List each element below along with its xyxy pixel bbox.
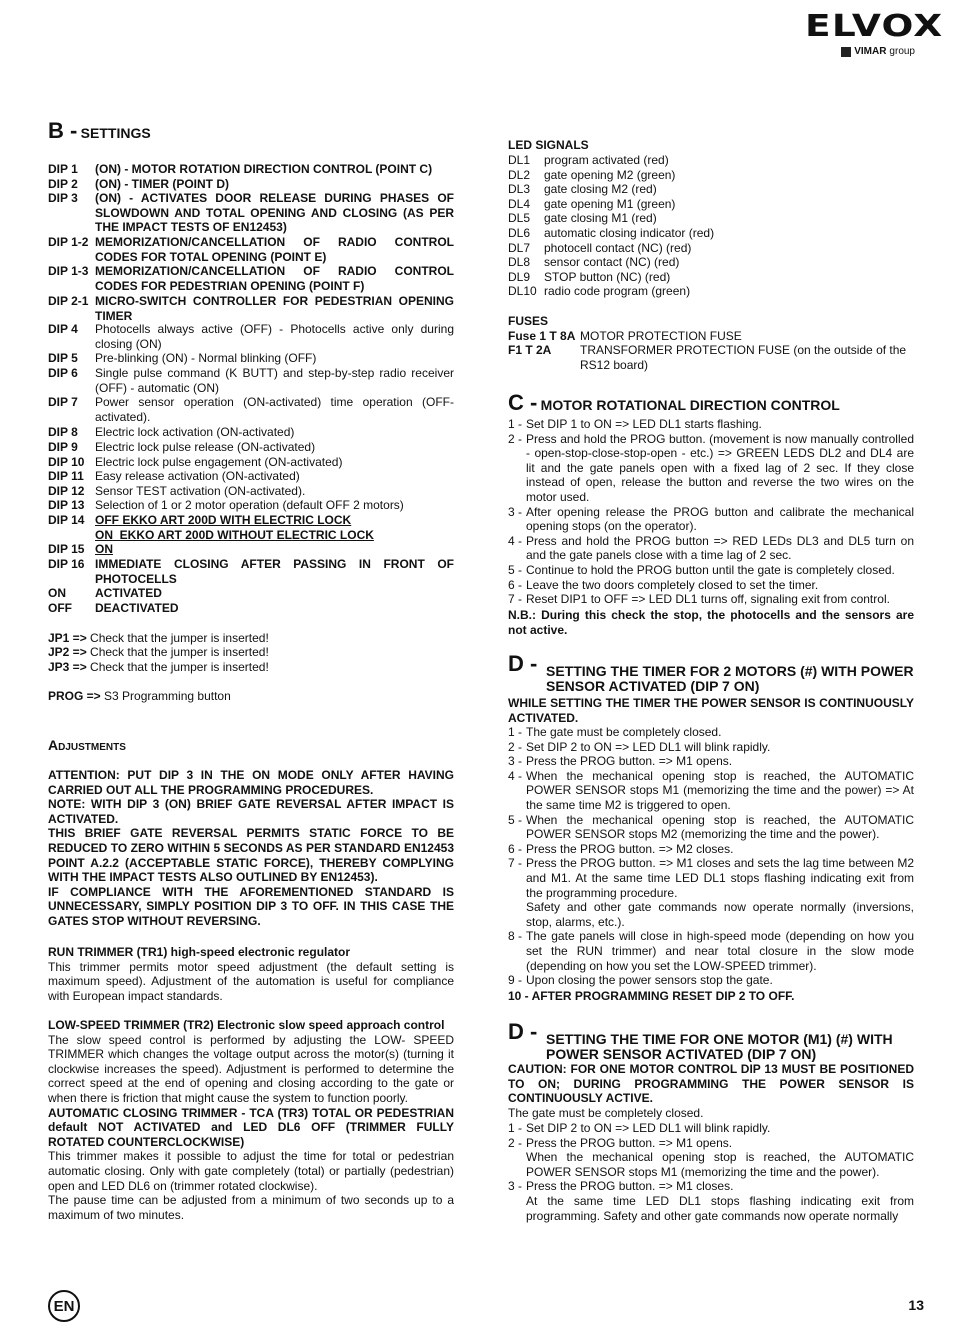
dip-value: IMMEDIATE CLOSING AFTER PASSING IN FRONT OF PHOTOCELLS <box>95 557 454 586</box>
step-text: Set DIP 2 to ON => LED DL1 will blink rapidly. <box>526 739 771 754</box>
step-text: Set DIP 2 to ON => LED DL1 will blink rapidly. <box>526 1121 771 1135</box>
run-trimmer-title: RUN TRIMMER (TR1) high-speed electronic regulator <box>48 945 351 959</box>
step-text: Press the PROG button. => M2 closes. <box>526 841 734 856</box>
step-item <box>508 842 914 857</box>
dip-key: DIP 6 <box>48 366 78 380</box>
compliance-text: IF COMPLIANCE WITH THE AFOREMENTIONED STANDARD IS UNNECESSARY, SIMPLY POSITION DIP 3 TO OFF. IN THIS CASE THE GATES STOP WITHOUT REVERSING. <box>48 884 454 928</box>
step-item <box>508 505 914 534</box>
dip-key: DIP 9 <box>48 440 78 454</box>
dip-value: Electric lock pulse release (ON-activated) <box>95 440 316 454</box>
dip-row <box>48 395 454 424</box>
dip-key: DIP 1-2 <box>48 235 89 249</box>
step-item <box>508 856 914 900</box>
dip-value: (ON) - MOTOR ROTATION DIRECTION CONTROL (POINT C) <box>95 162 433 176</box>
prog-key: PROG => <box>48 689 101 703</box>
dip-value: Pre-blinking (ON) - Normal blinking (OFF) <box>95 351 317 365</box>
led-key: DL8 <box>508 255 531 270</box>
fuses-title: FUSES <box>508 314 549 328</box>
step-number: 6 - <box>508 841 523 856</box>
fuse-2 <box>508 343 914 372</box>
led-row <box>508 153 669 168</box>
step-text: Reset DIP1 to OFF => LED DL1 turns off, signaling exit from control. <box>526 592 890 607</box>
section-c-heading <box>508 390 840 415</box>
adjustments-heading: Adjustments <box>48 737 126 753</box>
led-row <box>508 197 675 212</box>
step-text: Press the PROG button. => M1 closes. <box>526 1179 734 1194</box>
led-key: DL4 <box>508 196 531 211</box>
dip-value: Photocells always active (OFF) - Photocells active only during closing (ON) <box>95 322 454 351</box>
led-row <box>508 270 670 285</box>
jumper-row <box>48 645 269 660</box>
dip-row <box>48 484 454 499</box>
dip-row <box>48 351 454 366</box>
dip-key: DIP 3 <box>48 191 78 205</box>
dip-row <box>48 440 454 455</box>
led-key: DL5 <box>508 211 531 226</box>
led-value: gate opening M1 (green) <box>544 196 676 211</box>
dip-row <box>48 366 454 395</box>
dip-value: OFF EKKO ART 200D WITH ELECTRIC LOCK <box>95 513 352 527</box>
attention-text: ATTENTION: PUT DIP 3 IN THE ON MODE ONLY AFTER HAVING CARRIED OUT ALL THE PROGRAMMING PROCEDURES. <box>48 768 454 797</box>
step-number: 5 - <box>508 812 523 827</box>
dip-value: (ON) - ACTIVATES DOOR RELEASE DURING PHASES OF SLOWDOWN AND TOTAL OPENING AND CLOSING (AS PER THE IMPACT TESTS OF EN12453) <box>95 191 454 235</box>
led-key: DL2 <box>508 167 531 182</box>
run-trimmer-text: This trimmer permits motor speed adjustment (the default setting is maximum speed). Adjustment of the automation is useful for compliance with European impact standards. <box>48 959 454 1003</box>
led-row <box>508 182 657 197</box>
step-text: Continue to hold the PROG button until the gate is completely closed. <box>526 562 895 577</box>
dip-row <box>48 294 454 323</box>
jumper-key: JP3 => <box>48 660 87 674</box>
step-text: Press and hold the PROG button => RED LEDs DL3 and DL5 turn on and the gate panels close with a time lag of 2 sec. <box>526 533 914 563</box>
dip-key: DIP 1 <box>48 162 78 176</box>
dip-key: DIP 5 <box>48 351 78 365</box>
step-number: 1 - <box>508 1121 523 1135</box>
section-d1-steps <box>508 725 914 988</box>
step-item <box>508 754 914 769</box>
led-row <box>508 168 675 183</box>
step-number: 3 - <box>508 754 523 769</box>
section-c-title: MOTOR ROTATIONAL DIRECTION CONTROL <box>540 397 840 413</box>
dip-row <box>48 586 454 601</box>
step-number: 1 - <box>508 725 523 739</box>
led-value: sensor contact (NC) (red) <box>544 255 680 270</box>
dip-row <box>48 469 454 484</box>
prog-value: S3 Programming button <box>100 689 231 703</box>
dip-key: DIP 14 <box>48 513 85 527</box>
dip-key: DIP 2-1 <box>48 294 89 308</box>
led-key: DL10 <box>508 284 537 299</box>
led-value: gate closing M1 (red) <box>544 211 657 226</box>
jumper-value: Check that the jumper is inserted! <box>86 631 269 645</box>
led-key: DL7 <box>508 240 531 255</box>
step-text: Safety and other gate commands now operate normally (inversions, stop, alarms, etc.). <box>526 900 914 929</box>
dip-key: ON <box>48 586 66 600</box>
dip-row <box>48 235 454 264</box>
step-number: 8 - <box>508 929 523 944</box>
fuse-1-key: Fuse 1 T 8A <box>508 329 576 343</box>
section-d2-title: SETTING THE TIME FOR ONE MOTOR (M1) (#) WITH POWER SENSOR ACTIVATED (DIP 7 ON) <box>546 1031 893 1062</box>
step-number: 3 - <box>508 504 523 519</box>
dip-key: DIP 16 <box>48 557 85 571</box>
brief-reversal-text: THIS BRIEF GATE REVERSAL PERMITS STATIC FORCE TO BE REDUCED TO ZERO WITHIN 5 SECONDS AS PER STANDARD EN12453 POINT A.2.2 (ACCEPTABLE STATIC FORCE), THEREBY COMPLYING WITH THE IMPACT TESTS ALSO OUTLINED BY EN12453). <box>48 826 454 885</box>
led-signals-title: LED SIGNALS <box>508 138 589 152</box>
step-number: 3 - <box>508 1179 523 1194</box>
step-number: 9 - <box>508 973 523 988</box>
led-value: automatic closing indicator (red) <box>544 226 715 240</box>
dip-row <box>48 162 454 177</box>
step-number: 2 - <box>508 1135 523 1150</box>
section-d2-prefix: D - <box>508 1019 538 1044</box>
settings-title: SETTINGS <box>80 125 151 141</box>
pause-time-text: The pause time can be adjusted from a minimum of two seconds up to a maximum of two minutes. <box>48 1193 454 1222</box>
step-number: 6 - <box>508 577 523 592</box>
brand-logo <box>805 9 944 57</box>
dip-value: Single pulse command (K BUTT) and step-by-step radio receiver (OFF) - automatic (ON) <box>95 366 454 395</box>
section-d1-title: SETTING THE TIMER FOR 2 MOTORS (#) WITH POWER SENSOR ACTIVATED (DIP 7 ON) <box>546 663 914 694</box>
led-row <box>508 255 679 270</box>
step-number: 2 - <box>508 431 523 446</box>
section-c-nb: N.B.: During this check the stop, the photocells and the sensors are not active. <box>508 608 914 637</box>
section-d1-prefix: D - <box>508 651 538 676</box>
step-text: The gate must be completely closed. <box>526 725 722 739</box>
logo-subline <box>805 46 915 57</box>
section-d1-warning: WHILE SETTING THE TIMER THE POWER SENSOR IS CONTINUOUSLY ACTIVATED. <box>508 696 914 725</box>
step-text: Press the PROG button. => M1 opens. <box>526 754 733 769</box>
dip-key: DIP 15 <box>48 542 85 556</box>
dip-value: ACTIVATED <box>95 586 162 600</box>
step-number: 4 - <box>508 533 523 548</box>
step-number <box>508 900 526 929</box>
dip-value: MEMORIZATION/CANCELLATION OF RADIO CONTROL CODES FOR PEDESTRIAN OPENING (POINT F) <box>95 264 454 293</box>
led-value: radio code program (green) <box>544 284 691 299</box>
dip-value: Electric lock activation (ON-activated) <box>95 425 295 439</box>
run-trimmer-block <box>48 945 454 1003</box>
led-key: DL6 <box>508 226 531 240</box>
led-row <box>508 211 657 226</box>
step-item <box>508 813 914 842</box>
step-number: 5 - <box>508 562 523 577</box>
led-row <box>508 284 690 299</box>
jumper-value: Check that the jumper is inserted! <box>86 660 269 674</box>
section-c-prefix: C - <box>508 390 538 415</box>
step-text: Leave the two doors completely closed to set the timer. <box>526 577 819 592</box>
step-text: Press the PROG button. => M1 opens. <box>526 1135 733 1150</box>
led-key: DL3 <box>508 182 531 197</box>
dip-value: DEACTIVATED <box>95 601 179 615</box>
step-text: Upon closing the power sensors stop the gate. <box>526 973 773 988</box>
step-item <box>508 929 914 973</box>
led-value: STOP button (NC) (red) <box>544 269 671 284</box>
dip-key: OFF <box>48 601 72 615</box>
step-text: When the mechanical opening stop is reached, the AUTOMATIC POWER SENSOR stops M1 (memorizing the time and the power). <box>526 1150 914 1179</box>
step-number <box>508 1194 526 1223</box>
dip-value: ON EKKO ART 200D WITHOUT ELECTRIC LOCK <box>95 528 374 542</box>
led-value: gate closing M2 (red) <box>544 182 657 197</box>
low-speed-trimmer-block <box>48 1018 454 1222</box>
dip-value: Selection of 1 or 2 motor operation (default OFF 2 motors) <box>95 498 404 512</box>
step-item <box>508 1150 914 1179</box>
section-d2-heading <box>508 1019 914 1062</box>
dip-key: DIP 1-3 <box>48 264 89 278</box>
dip-key: DIP 7 <box>48 395 78 409</box>
dip-value: Easy release activation (ON-activated) <box>95 469 300 483</box>
logo-group: group <box>889 46 915 57</box>
fuse-2-value: TRANSFORMER PROTECTION FUSE (on the outside of the RS12 board) <box>580 343 907 372</box>
dip-key: DIP 11 <box>48 469 84 483</box>
dip-key: DIP 13 <box>48 498 85 512</box>
section-d1-heading <box>508 651 914 694</box>
step-item <box>508 578 914 593</box>
step-item <box>508 534 914 563</box>
dip-value: (ON) - TIMER (POINT D) <box>95 177 229 191</box>
language-badge: EN <box>48 1290 80 1322</box>
dip-row <box>48 191 454 235</box>
section-c-steps <box>508 417 914 607</box>
jumper-value: Check that the jumper is inserted! <box>86 645 269 659</box>
step-item <box>508 1136 914 1151</box>
section-d2-steps <box>508 1121 914 1223</box>
step-text: Press the PROG button. => M1 closes and sets the lag time between M2 and M1. At the same time LED DL1 stops flashing indicating exit from the programming procedure. <box>526 856 914 900</box>
jumper-row <box>48 660 269 675</box>
led-key: DL9 <box>508 269 531 284</box>
step-item <box>508 1121 914 1136</box>
step-text: After opening release the PROG button and calibrate the mechanical opening stops (on the operator). <box>526 504 914 534</box>
low-speed-text: The slow speed control is performed by adjusting the LOW- SPEED TRIMMER which changes the voltage output across the motor(s) (turning it clockwise increases the speed). Adjustment is performed to determine the correct speed at the end of opening and closing according to the gate or when there is friction that might cause the system to function poorly. <box>48 1032 454 1105</box>
fuse-1 <box>508 329 914 344</box>
step-item <box>508 725 914 740</box>
step-number <box>508 1150 526 1179</box>
step-number: 1 - <box>508 417 523 431</box>
led-row <box>508 241 691 256</box>
step-text: When the mechanical opening stop is reached, the AUTOMATIC POWER SENSOR stops M2 (memorizing the time and the power). <box>526 812 914 842</box>
dip-value: ON <box>95 542 113 556</box>
prog-line <box>48 689 454 704</box>
dip-row <box>48 557 454 586</box>
step-text: When the mechanical opening stop is reached, the AUTOMATIC POWER SENSOR stops M1 (memorizing the time and the power) => At the same time M2 is triggered to open. <box>526 768 914 812</box>
step-text: Press and hold the PROG button. (movement is now manually controlled - open-stop-close-stop-open - etc.) => GREEN LEDS DL2 and DL4 are lit and the gate panels open with a fixed lag of 2 sec. If they close instead of open, release the button and reverse the two wires on the motor used. <box>526 431 914 504</box>
step-item <box>508 1179 914 1194</box>
dip-value: MICRO-SWITCH CONTROLLER FOR PEDESTRIAN OPENING TIMER <box>95 294 454 323</box>
auto-closing-text: This trimmer makes it possible to adjust the time for total or pedestrian automatic closing. Only with gate completely (total) or partially (pedestrian) open and LED DL6 on (trimmer rotated clockwise). <box>48 1149 454 1193</box>
jumper-key: JP1 => <box>48 631 87 645</box>
fuse-1-value: MOTOR PROTECTION FUSE <box>580 329 742 343</box>
step-item <box>508 973 914 988</box>
dip-row <box>48 601 454 616</box>
section-d2-intro: The gate must be completely closed. <box>508 1106 704 1120</box>
dip-row <box>48 528 454 543</box>
step-item <box>508 900 914 929</box>
step-item <box>508 740 914 755</box>
dip-row <box>48 455 454 470</box>
dip-row <box>48 498 454 513</box>
logo-wordmark: ELVOX <box>805 9 944 44</box>
step-text: At the same time LED DL1 stops flashing indicating exit from programming. Safety and other gate commands now operate normally <box>526 1193 914 1223</box>
dip-value: Power sensor operation (ON-activated) time operation (OFF-activated). <box>95 395 454 424</box>
dip-key: DIP 8 <box>48 425 78 439</box>
auto-closing-title: AUTOMATIC CLOSING TRIMMER - TCA (TR3) TOTAL OR PEDESTRIAN default NOT ACTIVATED and LED DL6 OFF (TRIMMER FULLY ROTATED COUNTERCLOCKWISE) <box>48 1105 454 1149</box>
step-number: 4 - <box>508 768 523 783</box>
dip-row <box>48 513 454 528</box>
section-d1-final: 10 - AFTER PROGRAMMING RESET DIP 2 TO OFF. <box>508 989 795 1003</box>
led-key: DL1 <box>508 153 531 167</box>
step-item <box>508 1194 914 1223</box>
jumper-key: JP2 => <box>48 645 87 659</box>
dip-row <box>48 425 454 440</box>
dip-key: DIP 4 <box>48 322 78 336</box>
led-value: photocell contact (NC) (red) <box>544 240 692 255</box>
settings-prefix: B - <box>48 118 78 143</box>
vimar-square-icon <box>841 47 851 57</box>
dip-value: Sensor TEST activation (ON-activated). <box>95 484 306 498</box>
note-text: NOTE: WITH DIP 3 (ON) BRIEF GATE REVERSAL AFTER IMPACT IS ACTIVATED. <box>48 797 454 826</box>
dip-row <box>48 322 454 351</box>
step-text: Set DIP 1 to ON => LED DL1 starts flashing. <box>526 417 762 431</box>
settings-heading <box>48 118 151 143</box>
step-number: 2 - <box>508 739 523 754</box>
dip-key: DIP 10 <box>48 455 85 469</box>
dip-value: MEMORIZATION/CANCELLATION OF RADIO CONTROL CODES FOR TOTAL OPENING (POINT E) <box>95 235 454 264</box>
led-value: gate opening M2 (green) <box>544 167 676 182</box>
led-row <box>508 226 714 241</box>
low-speed-title: LOW-SPEED TRIMMER (TR2) Electronic slow speed approach control <box>48 1018 445 1032</box>
step-item <box>508 769 914 813</box>
step-text: The gate panels will close in high-speed mode (depending on how you set the RUN trimmer) and near total closure in the slow mode (depending on how you set the LOW-SPEED trimmer). <box>526 929 914 973</box>
dip-row <box>48 264 454 293</box>
adjustments-warnings <box>48 768 454 929</box>
dip-row <box>48 542 454 557</box>
dip-key: DIP 12 <box>48 484 85 498</box>
dip-value: Electric lock pulse engagement (ON-activated) <box>95 455 343 469</box>
step-item <box>508 432 914 505</box>
step-item <box>508 592 914 607</box>
page-number: 13 <box>908 1297 924 1313</box>
step-item <box>508 417 914 432</box>
step-number: 7 - <box>508 856 523 871</box>
step-number: 7 - <box>508 592 523 607</box>
step-item <box>508 563 914 578</box>
jumper-row <box>48 631 269 646</box>
dip-row <box>48 177 454 192</box>
section-d2-caution: CAUTION: FOR ONE MOTOR CONTROL DIP 13 MUST BE POSITIONED TO ON; DURING PROGRAMMING THE POWER SENSOR IS CONTINUOUSLY ACTIVE. <box>508 1062 914 1106</box>
led-value: program activated (red) <box>544 153 669 167</box>
logo-vimar: VIMAR <box>854 46 887 57</box>
dip-key <box>48 528 95 543</box>
dip-key: DIP 2 <box>48 177 78 191</box>
fuse-2-key: F1 T 2A <box>508 343 552 357</box>
